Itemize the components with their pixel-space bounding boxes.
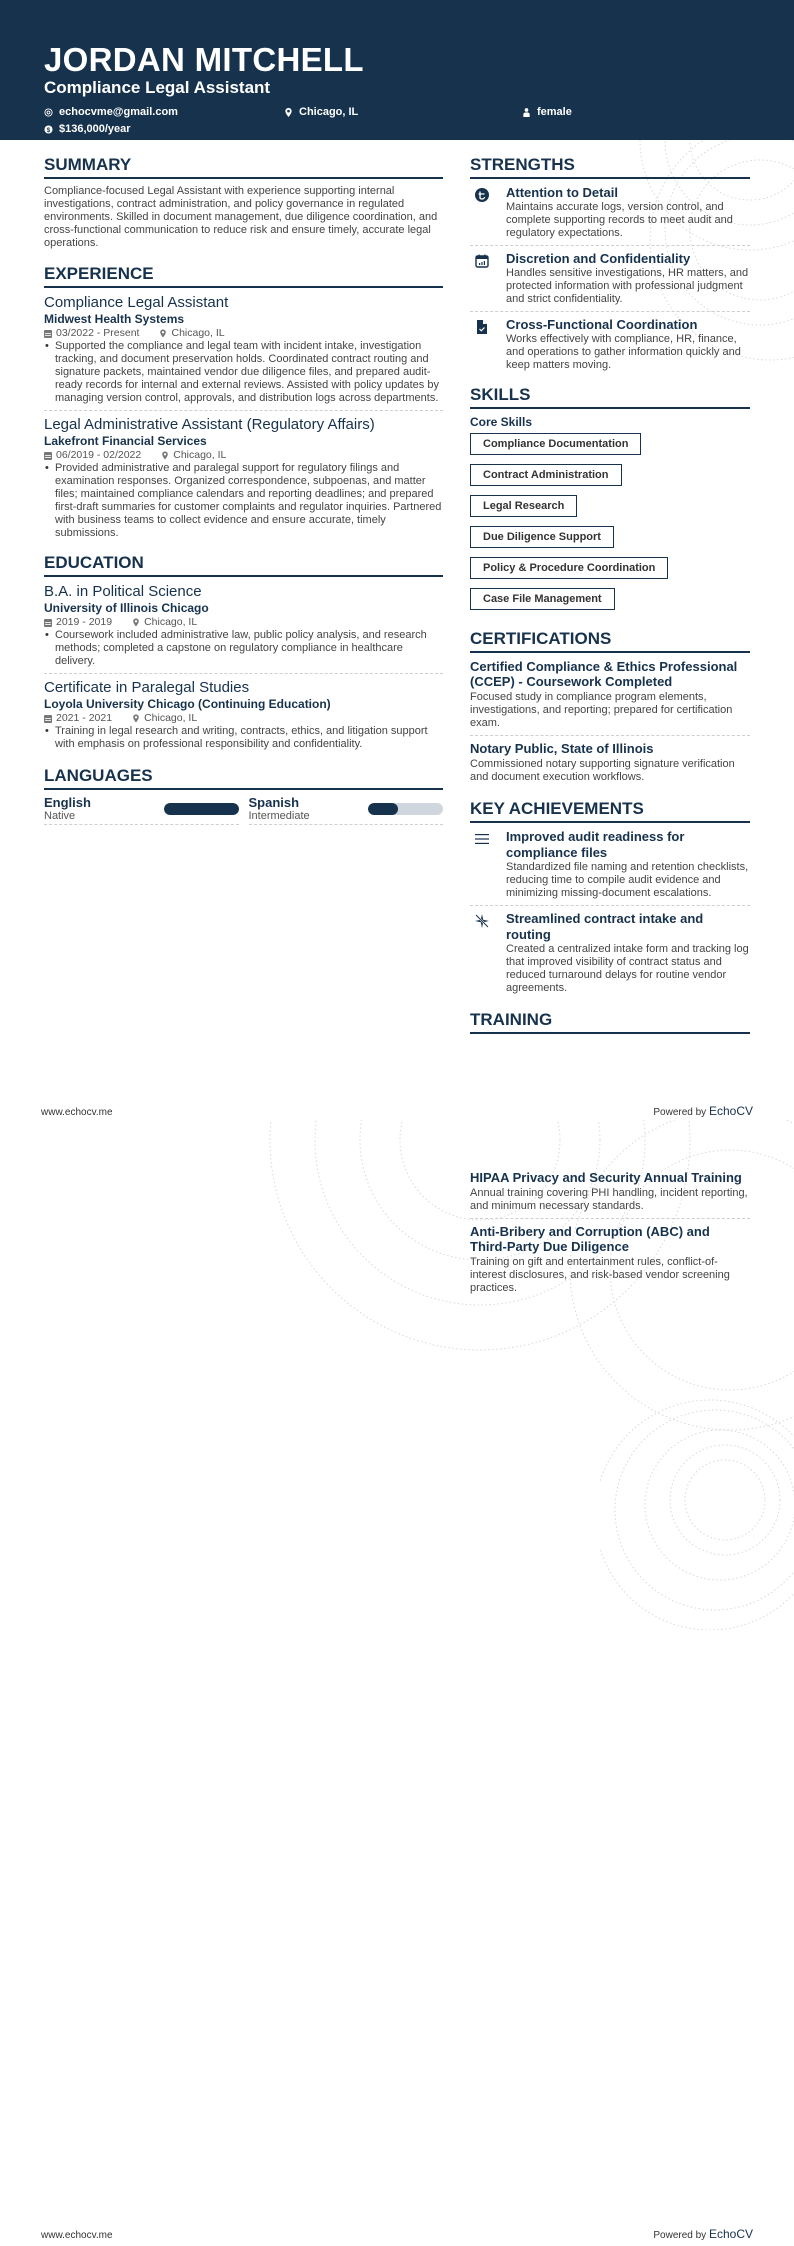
- education-dates: 2019 - 2019: [56, 616, 113, 628]
- job-title: Legal Administrative Assistant (Regulatory Affairs): [44, 416, 375, 433]
- language-name: English: [44, 795, 91, 810]
- calendar-icon: [44, 618, 52, 627]
- badge-icon: [475, 188, 489, 202]
- strength-item: [470, 317, 750, 377]
- strength-title: Cross-Functional Coordination: [506, 317, 698, 332]
- strength-description: Maintains accurate logs, version control, and complete supporting records to meet audit and regulatory expectations.: [506, 201, 733, 239]
- gender-text: female: [537, 106, 572, 118]
- skill-tag: Policy & Procedure Coordination: [470, 557, 668, 579]
- training-items: [470, 1170, 750, 1305]
- education-section: [44, 553, 443, 756]
- language-item: [44, 796, 239, 825]
- achievements-heading: KEY ACHIEVEMENTS: [470, 799, 750, 823]
- strength-item: [470, 185, 750, 246]
- school-name: University of Illinois Chicago: [44, 601, 209, 615]
- contact-salary: [44, 121, 131, 137]
- brand-name[interactable]: EchoCV: [708, 2227, 753, 2241]
- achievement-description: Created a centralized intake form and tracking log that improved visibility of contract status and reduced turnaround delays for routine vendor agreements.: [506, 943, 749, 994]
- training-heading: TRAINING: [470, 1010, 750, 1034]
- skill-group-label: Core Skills: [470, 415, 533, 429]
- company-name: Midwest Health Systems: [44, 312, 185, 326]
- powered-by-text: Powered by: [653, 2230, 707, 2241]
- degree-title: Certificate in Paralegal Studies: [44, 679, 250, 696]
- at-icon: [44, 108, 53, 117]
- map-pin-icon: [132, 714, 140, 723]
- achievement-item: [470, 911, 750, 1000]
- money-icon: [44, 125, 53, 134]
- experience-entry: [44, 294, 443, 411]
- footer-url[interactable]: www.echocv.me: [41, 2230, 113, 2241]
- training-title: HIPAA Privacy and Security Annual Training: [470, 1170, 742, 1185]
- contact-info: [44, 104, 750, 138]
- skill-tag: Compliance Documentation: [470, 433, 641, 455]
- education-meta: [44, 616, 443, 629]
- calendar-icon: [44, 714, 52, 723]
- certification-title: Notary Public, State of Illinois: [470, 741, 654, 756]
- proficiency-fill: [164, 803, 239, 815]
- training-description: Annual training covering PHI handling, incident reporting, and minimum necessary standards.: [470, 1187, 748, 1212]
- svg-text:$: $: [46, 126, 51, 134]
- brand-name[interactable]: EchoCV: [708, 1104, 753, 1118]
- resume-header: [0, 0, 794, 140]
- skill-tag: Due Diligence Support: [470, 526, 614, 548]
- left-column: [44, 155, 443, 839]
- candidate-title: Compliance Legal Assistant: [44, 78, 271, 97]
- languages-section: [44, 766, 443, 825]
- achievements-section: [470, 799, 750, 1000]
- page-footer: [41, 1104, 753, 1118]
- achievement-title: Streamlined contract intake and routing: [506, 911, 704, 942]
- job-dates: 03/2022 - Present: [56, 327, 140, 339]
- strengths-section: [470, 155, 750, 377]
- menu-lines-icon: [475, 832, 489, 846]
- education-location: Chicago, IL: [144, 616, 198, 628]
- contact-gender: [522, 104, 572, 120]
- education-entry: [44, 679, 443, 756]
- certifications-heading: CERTIFICATIONS: [470, 629, 750, 653]
- location-text: Chicago, IL: [299, 106, 359, 118]
- job-meta: [44, 327, 443, 340]
- salary-text: $136,000/year: [59, 123, 131, 135]
- map-pin-icon: [284, 108, 293, 117]
- map-pin-icon: [159, 329, 167, 338]
- achievement-item: [470, 829, 750, 906]
- education-heading: EDUCATION: [44, 553, 443, 577]
- certification-description: Commissioned notary supporting signature verification and document execution workflows.: [470, 758, 735, 783]
- job-location: Chicago, IL: [173, 449, 227, 461]
- achievement-title: Improved audit readiness for compliance files: [506, 829, 685, 860]
- job-title: Compliance Legal Assistant: [44, 294, 229, 311]
- experience-entry: [44, 416, 443, 545]
- footer-url[interactable]: www.echocv.me: [41, 1107, 113, 1118]
- language-level: Native: [44, 810, 76, 822]
- language-level: Intermediate: [248, 810, 310, 822]
- certifications-section: [470, 629, 750, 789]
- languages-heading: LANGUAGES: [44, 766, 443, 790]
- strength-description: Works effectively with compliance, HR, finance, and operations to gather information quickly and keep matters moving.: [506, 333, 741, 371]
- map-pin-icon: [161, 451, 169, 460]
- calendar-chart-icon: [475, 254, 489, 268]
- education-description: • Coursework included administrative law, public policy analysis, and research methods; completed a capstone on regulatory compliance in healthcare delivery.: [44, 629, 443, 668]
- job-dates: 06/2019 - 02/2022: [56, 449, 142, 461]
- strength-description: Handles sensitive investigations, HR matters, and protected information with professional judgment and strict confidentiality.: [506, 267, 749, 305]
- candidate-name: JORDAN MITCHELL: [44, 41, 364, 78]
- certification-item: [470, 659, 750, 736]
- skills-heading: SKILLS: [470, 385, 750, 409]
- job-description: • Supported the compliance and legal team with incident intake, investigation tracking, and document preservation holds. Coordinated contract routing and signature packets, maintained vendor due diligence files, and prepared audit-ready records for internal and external reviews. Assisted with policy updates by managing version control, approvals, and distribution logs across departments.: [44, 340, 443, 405]
- certification-item: [470, 741, 750, 789]
- training-item: [470, 1170, 750, 1219]
- certification-description: Focused study in compliance program elements, investigations, and reporting; prepared for certification exam.: [470, 691, 733, 729]
- sparkle-slash-icon: [475, 914, 489, 928]
- skills-section: [470, 385, 750, 619]
- education-meta: [44, 712, 443, 725]
- person-icon: [522, 108, 531, 117]
- footer-powered: [653, 2227, 753, 2241]
- proficiency-fill: [368, 803, 398, 815]
- company-name: Lakefront Financial Services: [44, 434, 207, 448]
- language-proficiency-bar: [368, 803, 443, 815]
- experience-heading: EXPERIENCE: [44, 264, 443, 288]
- languages-list: [44, 796, 443, 825]
- training-section: [470, 1010, 750, 1034]
- skill-tag: Legal Research: [470, 495, 577, 517]
- calendar-icon: [44, 451, 52, 460]
- strengths-heading: STRENGTHS: [470, 155, 750, 179]
- education-dates: 2021 - 2021: [56, 712, 113, 724]
- training-item: [470, 1224, 750, 1300]
- job-location: Chicago, IL: [171, 327, 225, 339]
- contact-location: [284, 104, 358, 120]
- strength-title: Attention to Detail: [506, 185, 618, 200]
- training-title: Anti-Bribery and Corruption (ABC) and Third-Party Due Diligence: [470, 1224, 710, 1254]
- background-circles-bottom: [600, 1330, 794, 1630]
- right-column: [470, 155, 750, 1048]
- achievement-description: Standardized file naming and retention checklists, reducing time to compile audit evidence and minimizing missing-document escalations.: [506, 861, 749, 899]
- summary-text: Compliance-focused Legal Assistant with experience supporting internal investigations, contract administration, and policy governance in regulated environments. Skilled in document management, due diligence coordination, and cross-functional communication to reduce risk and ensure timely, accurate legal operations.: [44, 185, 438, 249]
- file-check-icon: [475, 320, 489, 334]
- certification-title: Certified Compliance & Ethics Professional (CCEP) - Coursework Completed: [470, 659, 738, 689]
- language-name: Spanish: [248, 795, 300, 810]
- education-description: • Training in legal research and writing, contracts, ethics, and litigation support with emphasis on professional responsibility and confidentiality.: [44, 725, 443, 751]
- language-item: [249, 796, 444, 825]
- page-footer: [41, 2227, 753, 2241]
- job-meta: [44, 449, 443, 462]
- education-location: Chicago, IL: [144, 712, 198, 724]
- skill-tag: Case File Management: [470, 588, 615, 610]
- school-name: Loyola University Chicago (Continuing Education): [44, 697, 331, 711]
- strength-item: [470, 251, 750, 312]
- contact-email[interactable]: [44, 104, 178, 120]
- map-pin-icon: [132, 618, 140, 627]
- footer-powered: [653, 1104, 753, 1118]
- email-text: echocvme@gmail.com: [59, 106, 178, 118]
- summary-heading: SUMMARY: [44, 155, 443, 179]
- experience-section: [44, 264, 443, 545]
- powered-by-text: Powered by: [653, 1107, 707, 1118]
- calendar-icon: [44, 329, 52, 338]
- language-proficiency-bar: [164, 803, 239, 815]
- degree-title: B.A. in Political Science: [44, 583, 202, 600]
- summary-section: [44, 155, 443, 250]
- job-description: • Provided administrative and paralegal support for regulatory filings and examination responses. Organized correspondence, subpoenas, and matter files; maintained compliance calendars and reporting deadlines; and prepared first-draft summaries for customer complaints and regulator inquiries. Partnered with business teams to collect evidence and ensure accurate, timely submissions.: [44, 462, 443, 540]
- education-entry: [44, 583, 443, 674]
- strength-title: Discretion and Confidentiality: [506, 251, 691, 266]
- training-description: Training on gift and entertainment rules, conflict-of-interest disclosures, and risk-based vendor screening practices.: [470, 1256, 730, 1294]
- skill-tag: Contract Administration: [470, 464, 622, 486]
